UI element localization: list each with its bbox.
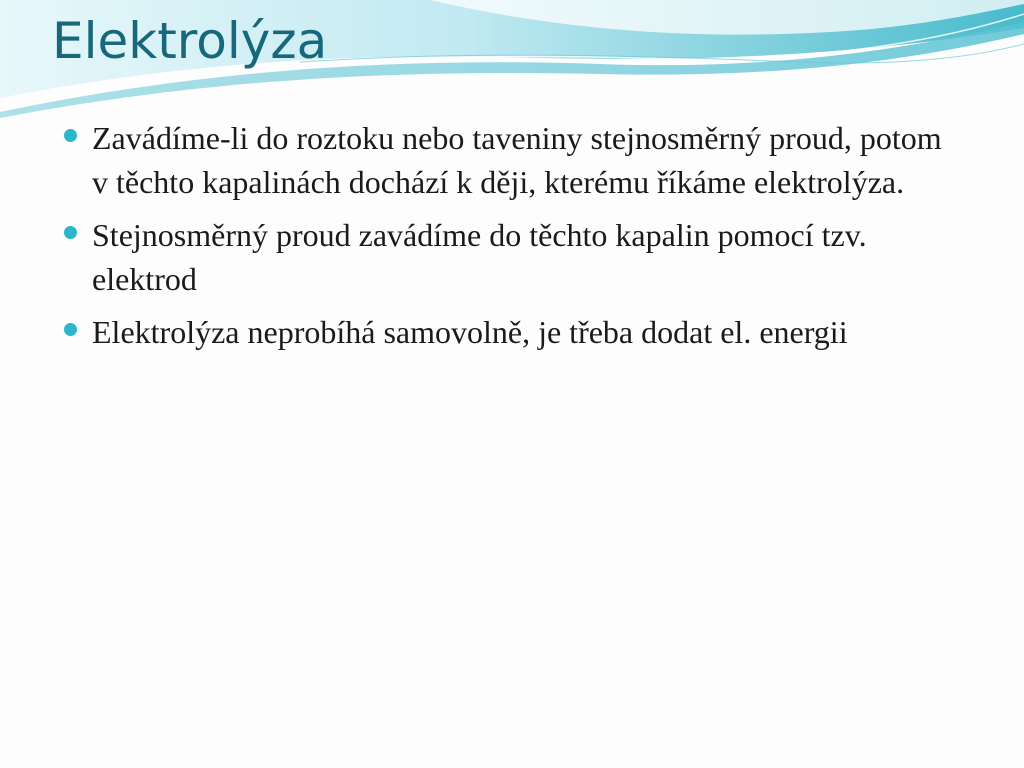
- slide-title: Elektrolýza: [52, 12, 328, 70]
- bullet-text: Stejnosměrný proud zavádíme do těchto kapalin pomocí tzv. elektrod: [92, 217, 867, 297]
- bullet-dot-icon: [64, 226, 77, 239]
- bullet-list: [64, 116, 954, 363]
- bullet-text: Zavádíme-li do roztoku nebo taveniny stejnosměrný proud, potom v těchto kapalinách dochází k ději, kterému říkáme elektrolýza.: [92, 120, 942, 200]
- bullet-dot-icon: [64, 323, 77, 336]
- bullet-text: Elektrolýza neprobíhá samovolně, je třeba dodat el. energii: [92, 314, 848, 350]
- bullet-item: [64, 310, 954, 354]
- bullet-item: [64, 116, 954, 204]
- bullet-item: [64, 213, 954, 301]
- bullet-dot-icon: [64, 129, 77, 142]
